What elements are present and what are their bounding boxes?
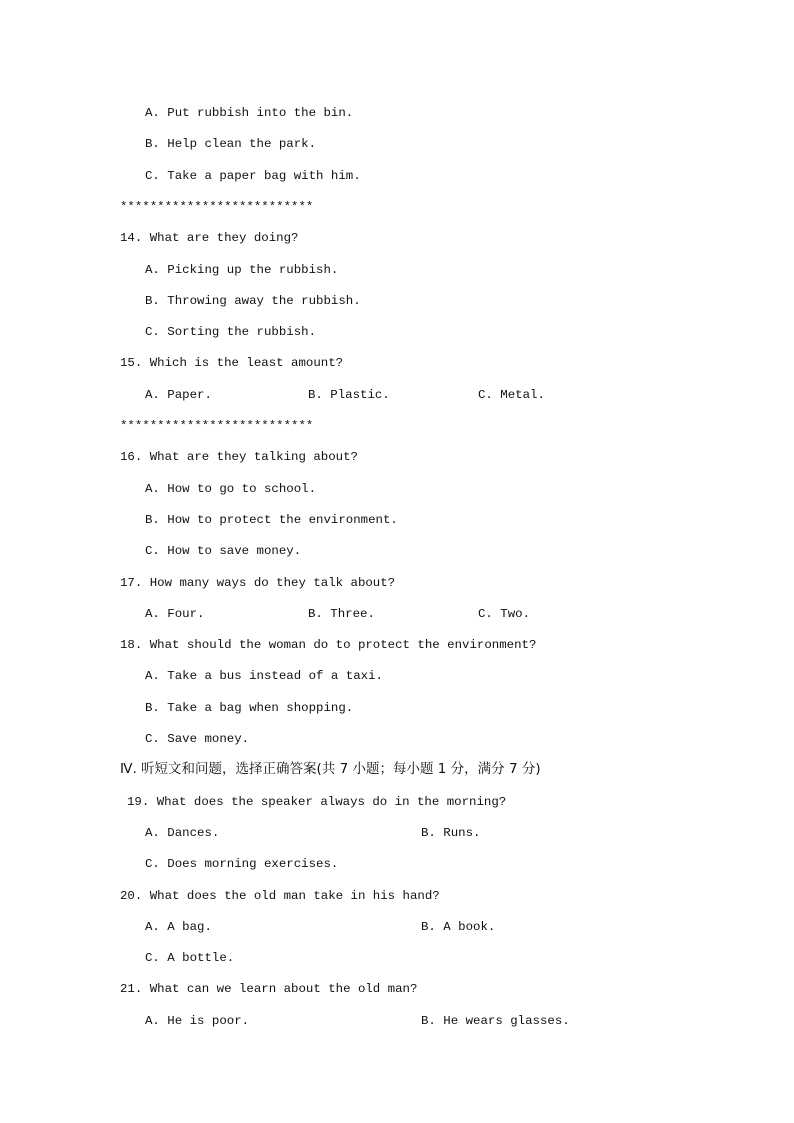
answer-option-c: C. Two.	[478, 607, 531, 621]
answer-option: B. Take a bag when shopping.	[145, 701, 354, 715]
answer-option: C. Save money.	[145, 732, 250, 746]
answer-option: B. Throwing away the rubbish.	[145, 294, 361, 308]
question-text: 15. Which is the least amount?	[120, 356, 344, 370]
answer-option: C. How to save money.	[145, 544, 302, 558]
answer-option-c: C. Metal.	[478, 388, 545, 402]
answer-option-b: B. He wears glasses.	[421, 1014, 570, 1028]
question-text: 20. What does the old man take in his hand?	[120, 889, 440, 903]
answer-option-b: B. Plastic.	[308, 388, 390, 402]
answer-option-a: A. A bag.	[145, 920, 212, 934]
section-heading: Ⅳ. 听短文和问题，选择正确答案(共 7 小题；每小题 1 分，满分 7 分)	[120, 761, 541, 777]
answer-option: A. How to go to school.	[145, 482, 317, 496]
answer-option: A. Take a bus instead of a taxi.	[145, 669, 383, 683]
answer-option: B. How to protect the environment.	[145, 513, 398, 527]
answer-option-b: B. A book.	[421, 920, 496, 934]
answer-option-a: A. Paper.	[145, 388, 212, 402]
answer-option: C. Take a paper bag with him.	[145, 169, 361, 183]
question-text: 14. What are they doing?	[120, 231, 299, 245]
question-text: 18. What should the woman do to protect the environment?	[120, 638, 537, 652]
separator-line: **************************	[120, 419, 314, 433]
answer-option-a: A. Dances.	[145, 826, 220, 840]
answer-option-a: A. He is poor.	[145, 1014, 250, 1028]
question-text: 17. How many ways do they talk about?	[120, 576, 396, 590]
answer-option: A. Picking up the rubbish.	[145, 263, 339, 277]
question-text: 21. What can we learn about the old man?	[120, 982, 418, 996]
answer-option: B. Help clean the park.	[145, 137, 317, 151]
answer-option-b: B. Three.	[308, 607, 375, 621]
question-text: 16. What are they talking about?	[120, 450, 358, 464]
answer-option: C. A bottle.	[145, 951, 235, 965]
answer-option-b: B. Runs.	[421, 826, 481, 840]
answer-option: A. Put rubbish into the bin.	[145, 106, 354, 120]
question-text: 19. What does the speaker always do in the morning?	[127, 795, 507, 809]
answer-option-a: A. Four.	[145, 607, 205, 621]
separator-line: **************************	[120, 200, 314, 214]
answer-option: C. Does morning exercises.	[145, 857, 339, 871]
answer-option: C. Sorting the rubbish.	[145, 325, 317, 339]
